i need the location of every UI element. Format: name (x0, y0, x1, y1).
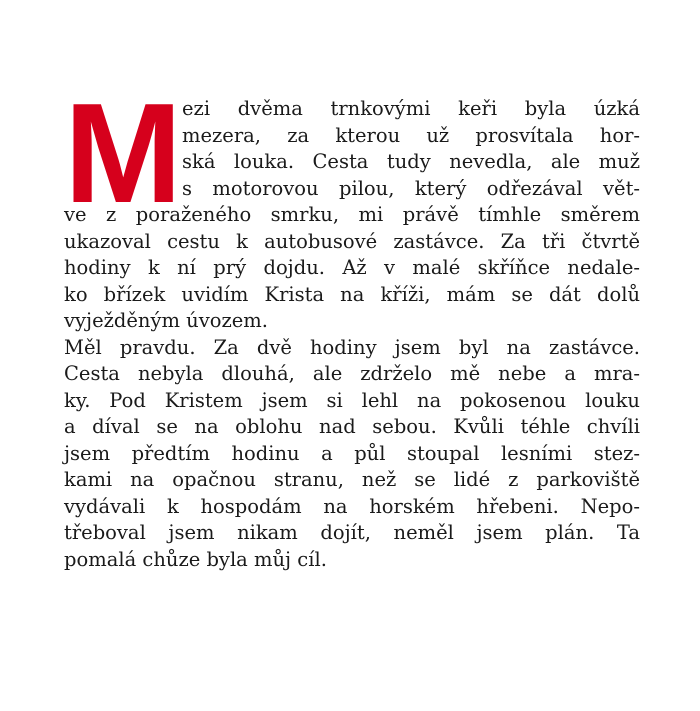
text-line: vydávali k hospodám na horském hřebeni. Nepo- (64, 494, 640, 518)
text-line: Cesta nebyla dlouhá, ale zdrželo mě nebe a mra- (64, 362, 640, 385)
text-line: ve z poraženého smrku, mi právě tímhle směrem (64, 203, 640, 226)
text-line: ezi dvěma trnkovými keři byla úzká (182, 97, 640, 120)
text-line: mezera, za kterou už prosvítala hor- (182, 123, 640, 147)
drop-cap: M (64, 74, 179, 233)
text-line: a díval se na oblohu nad sebou. Kvůli téhle chvíli (64, 415, 640, 438)
article-body (64, 74, 640, 573)
text-line: hodiny k ní prý dojdu. Až v malé skříňce nedale- (64, 256, 640, 279)
text-line: ky. Pod Kristem jsem si lehl na pokosenou louku (64, 388, 640, 412)
text-line: kami na opačnou stranu, než se lidé z parkoviště (64, 468, 640, 491)
text-line: ko břízek uvidím Krista na kříži, mám se dát dolů (64, 282, 640, 306)
text-line: jsem předtím hodinu a půl stoupal lesními stez- (64, 441, 640, 465)
text-line: s motorovou pilou, který odřezával vět- (182, 176, 640, 200)
text-line: ukazoval cestu k autobusové zastávce. Za tři čtvrtě (64, 229, 640, 253)
text-line: třeboval jsem nikam dojít, neměl jsem plán. Ta (64, 521, 640, 544)
text-line: ská louka. Cesta tudy nevedla, ale muž (182, 150, 640, 173)
text-line: Měl pravdu. Za dvě hodiny jsem byl na zastávce. (64, 335, 640, 359)
text-line: pomalá chůze byla můj cíl. (64, 547, 327, 571)
text-line: vyježděným úvozem. (64, 309, 268, 332)
